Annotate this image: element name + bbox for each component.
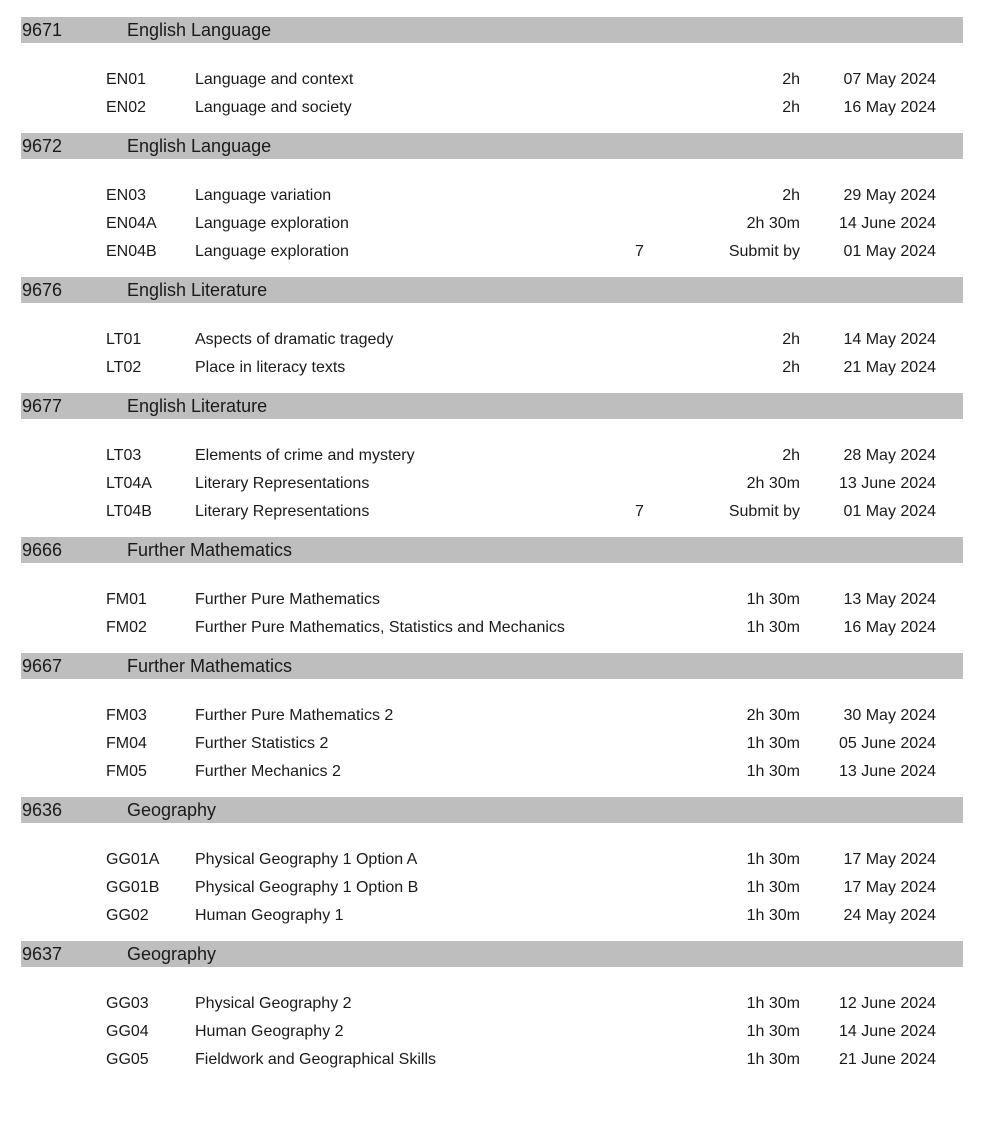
component-code: FM03 (106, 707, 147, 724)
component-duration: 1h 30m (746, 907, 800, 924)
subject-title: Geography (127, 800, 217, 820)
component-code: GG01B (106, 879, 160, 896)
component-date: 01 May 2024 (843, 503, 936, 520)
component-code: EN04B (106, 243, 157, 260)
component-row (0, 995, 986, 1023)
component-code: EN04A (106, 215, 157, 232)
component-duration: 1h 30m (746, 591, 800, 608)
component-name: Language exploration (195, 243, 349, 260)
qualification-code: 9637 (22, 944, 63, 964)
component-duration: 1h 30m (746, 619, 800, 636)
component-duration: 1h 30m (746, 1023, 800, 1040)
exam-section (0, 941, 986, 1079)
subject-title: Geography (127, 944, 217, 964)
component-extra: 7 (635, 503, 644, 520)
component-name: Elements of crime and mystery (195, 447, 415, 464)
component-date: 13 June 2024 (839, 475, 936, 492)
component-code: LT02 (106, 359, 142, 376)
exam-section (0, 17, 986, 133)
component-code: GG01A (106, 851, 160, 868)
component-date: 30 May 2024 (843, 707, 936, 724)
component-name: Human Geography 1 (195, 907, 344, 924)
component-date: 17 May 2024 (843, 851, 936, 868)
component-duration: 1h 30m (746, 851, 800, 868)
component-row (0, 619, 986, 647)
subject-title: English Language (127, 20, 272, 40)
component-duration: Submit by (728, 503, 800, 520)
component-date: 21 June 2024 (839, 1051, 936, 1068)
component-name: Physical Geography 1 Option A (195, 851, 418, 868)
component-row (0, 447, 986, 475)
component-name: Human Geography 2 (195, 1023, 344, 1040)
component-code: LT04A (106, 475, 152, 492)
component-duration: 1h 30m (746, 1051, 800, 1068)
exam-section (0, 797, 986, 941)
component-date: 17 May 2024 (843, 879, 936, 896)
component-name: Fieldwork and Geographical Skills (195, 1051, 436, 1068)
component-row (0, 475, 986, 503)
component-code: GG05 (106, 1051, 149, 1068)
section-header (21, 941, 963, 967)
component-row (0, 591, 986, 619)
component-name: Physical Geography 2 (195, 995, 352, 1012)
component-date: 16 May 2024 (843, 619, 936, 636)
component-duration: 1h 30m (746, 995, 800, 1012)
component-name: Further Pure Mathematics, Statistics and Mechanics (195, 619, 565, 636)
qualification-code: 9677 (22, 396, 63, 416)
component-name: Language exploration (195, 215, 349, 232)
component-date: 14 June 2024 (839, 1023, 936, 1040)
component-duration: 2h (782, 99, 800, 116)
exam-section (0, 537, 986, 653)
qualification-code: 9636 (22, 800, 63, 820)
component-row (0, 851, 986, 879)
component-row (0, 503, 986, 531)
component-name: Place in literacy texts (195, 359, 346, 376)
component-name: Physical Geography 1 Option B (195, 879, 419, 896)
subject-title: Further Mathematics (127, 656, 293, 676)
component-code: GG04 (106, 1023, 149, 1040)
component-date: 14 May 2024 (843, 331, 936, 348)
component-code: EN02 (106, 99, 147, 116)
component-date: 07 May 2024 (843, 71, 936, 88)
component-date: 29 May 2024 (843, 187, 936, 204)
section-header (21, 133, 963, 159)
component-date: 13 June 2024 (839, 763, 936, 780)
component-extra: 7 (635, 243, 644, 260)
component-date: 21 May 2024 (843, 359, 936, 376)
qualification-code: 9672 (22, 136, 63, 156)
section-header (21, 393, 963, 419)
qualification-code: 9666 (22, 540, 63, 560)
section-header (21, 277, 963, 303)
subject-title: English Literature (127, 280, 268, 300)
component-row (0, 735, 986, 763)
component-date: 16 May 2024 (843, 99, 936, 116)
exam-section (0, 133, 986, 277)
component-code: GG03 (106, 995, 149, 1012)
component-row (0, 331, 986, 359)
component-date: 13 May 2024 (843, 591, 936, 608)
section-header (21, 17, 963, 43)
qualification-code: 9667 (22, 656, 63, 676)
component-code: EN01 (106, 71, 147, 88)
component-name: Literary Representations (195, 475, 370, 492)
component-code: FM05 (106, 763, 147, 780)
qualification-code: 9671 (22, 20, 63, 40)
component-date: 12 June 2024 (839, 995, 936, 1012)
component-duration: 1h 30m (746, 879, 800, 896)
component-duration: Submit by (728, 243, 800, 260)
component-row (0, 907, 986, 935)
component-date: 01 May 2024 (843, 243, 936, 260)
component-row (0, 707, 986, 735)
section-header (21, 653, 963, 679)
component-duration: 2h 30m (746, 707, 800, 724)
component-name: Literary Representations (195, 503, 370, 520)
component-duration: 2h (782, 187, 800, 204)
component-date: 14 June 2024 (839, 215, 936, 232)
subject-title: English Language (127, 136, 272, 156)
component-duration: 1h 30m (746, 763, 800, 780)
component-code: LT03 (106, 447, 142, 464)
component-row (0, 99, 986, 127)
component-date: 05 June 2024 (839, 735, 936, 752)
component-row (0, 763, 986, 791)
component-date: 24 May 2024 (843, 907, 936, 924)
component-name: Language variation (195, 187, 332, 204)
component-code: FM01 (106, 591, 147, 608)
subject-title: English Literature (127, 396, 268, 416)
component-row (0, 71, 986, 99)
component-name: Language and context (195, 71, 354, 88)
section-header (21, 537, 963, 563)
section-header (21, 797, 963, 823)
component-row (0, 359, 986, 387)
component-date: 28 May 2024 (843, 447, 936, 464)
component-row (0, 1051, 986, 1079)
component-duration: 2h (782, 331, 800, 348)
component-name: Further Pure Mathematics (195, 591, 380, 608)
component-row (0, 1023, 986, 1051)
component-row (0, 879, 986, 907)
subject-title: Further Mathematics (127, 540, 293, 560)
exam-timetable (0, 17, 986, 1079)
component-duration: 2h 30m (746, 475, 800, 492)
exam-section (0, 393, 986, 537)
component-row (0, 215, 986, 243)
component-name: Further Pure Mathematics 2 (195, 707, 394, 724)
exam-section (0, 277, 986, 393)
component-code: FM04 (106, 735, 147, 752)
component-duration: 2h 30m (746, 215, 800, 232)
component-row (0, 243, 986, 271)
component-name: Language and society (195, 99, 352, 116)
component-duration: 2h (782, 359, 800, 376)
component-code: LT01 (106, 331, 142, 348)
exam-section (0, 653, 986, 797)
component-code: FM02 (106, 619, 147, 636)
component-name: Further Statistics 2 (195, 735, 329, 752)
component-code: LT04B (106, 503, 152, 520)
component-duration: 2h (782, 447, 800, 464)
component-code: EN03 (106, 187, 147, 204)
component-duration: 1h 30m (746, 735, 800, 752)
component-duration: 2h (782, 71, 800, 88)
qualification-code: 9676 (22, 280, 63, 300)
component-code: GG02 (106, 907, 149, 924)
component-row (0, 187, 986, 215)
component-name: Aspects of dramatic tragedy (195, 331, 394, 348)
component-name: Further Mechanics 2 (195, 763, 341, 780)
